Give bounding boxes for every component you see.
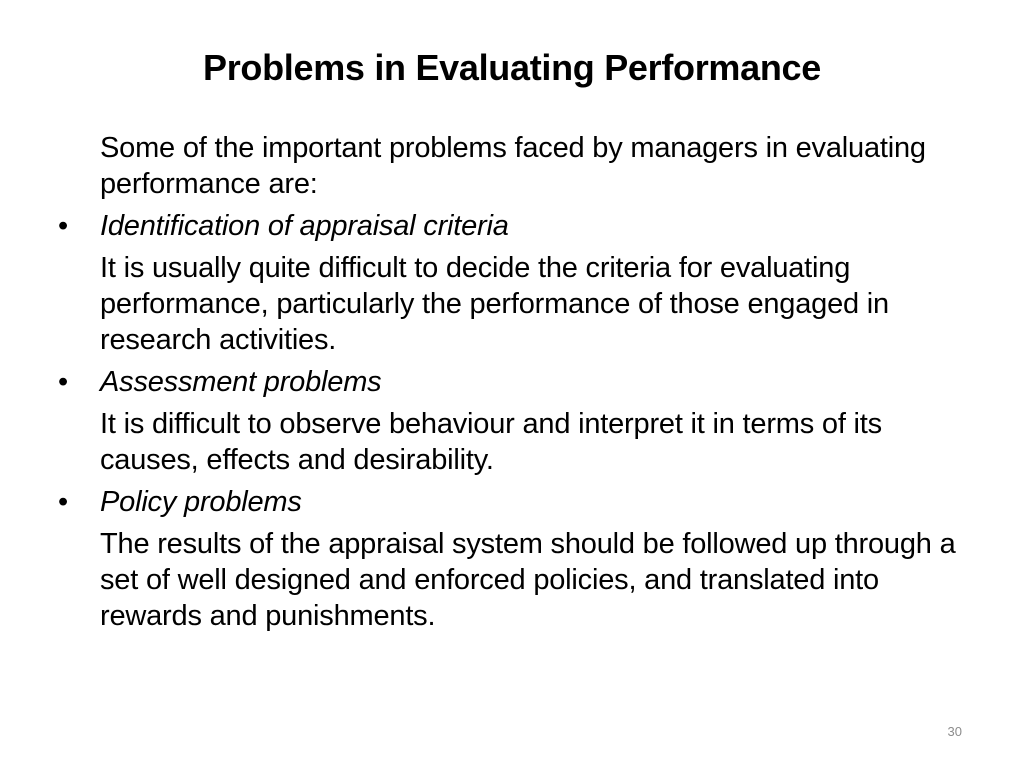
bullet-icon: •	[58, 210, 68, 242]
page-number: 30	[947, 724, 962, 739]
bullet-heading: Assessment problems	[100, 366, 382, 398]
slide-body	[56, 130, 956, 640]
intro-paragraph: Some of the important problems faced by managers in evaluating performance are:	[100, 132, 926, 200]
bullet-heading: Identification of appraisal criteria	[100, 210, 509, 242]
bullet-item-assessment-problems	[56, 364, 956, 400]
slide-title: Problems in Evaluating Performance	[203, 47, 821, 88]
bullet-item-policy-problems	[56, 484, 956, 520]
bullet-icon: •	[58, 366, 68, 398]
bullet-icon: •	[58, 486, 68, 518]
bullet-description: The results of the appraisal system should be followed up through a set of well designed and enforced policies, and translated into rewards and punishments.	[100, 528, 956, 632]
bullet-description: It is usually quite difficult to decide the criteria for evaluating performance, particularly the performance of those engaged in research activities.	[100, 252, 889, 356]
bullet-description: It is difficult to observe behaviour and interpret it in terms of its causes, effects and desirability.	[100, 408, 882, 476]
bullet-heading: Policy problems	[100, 486, 302, 518]
bullet-item-appraisal-criteria	[56, 208, 956, 244]
